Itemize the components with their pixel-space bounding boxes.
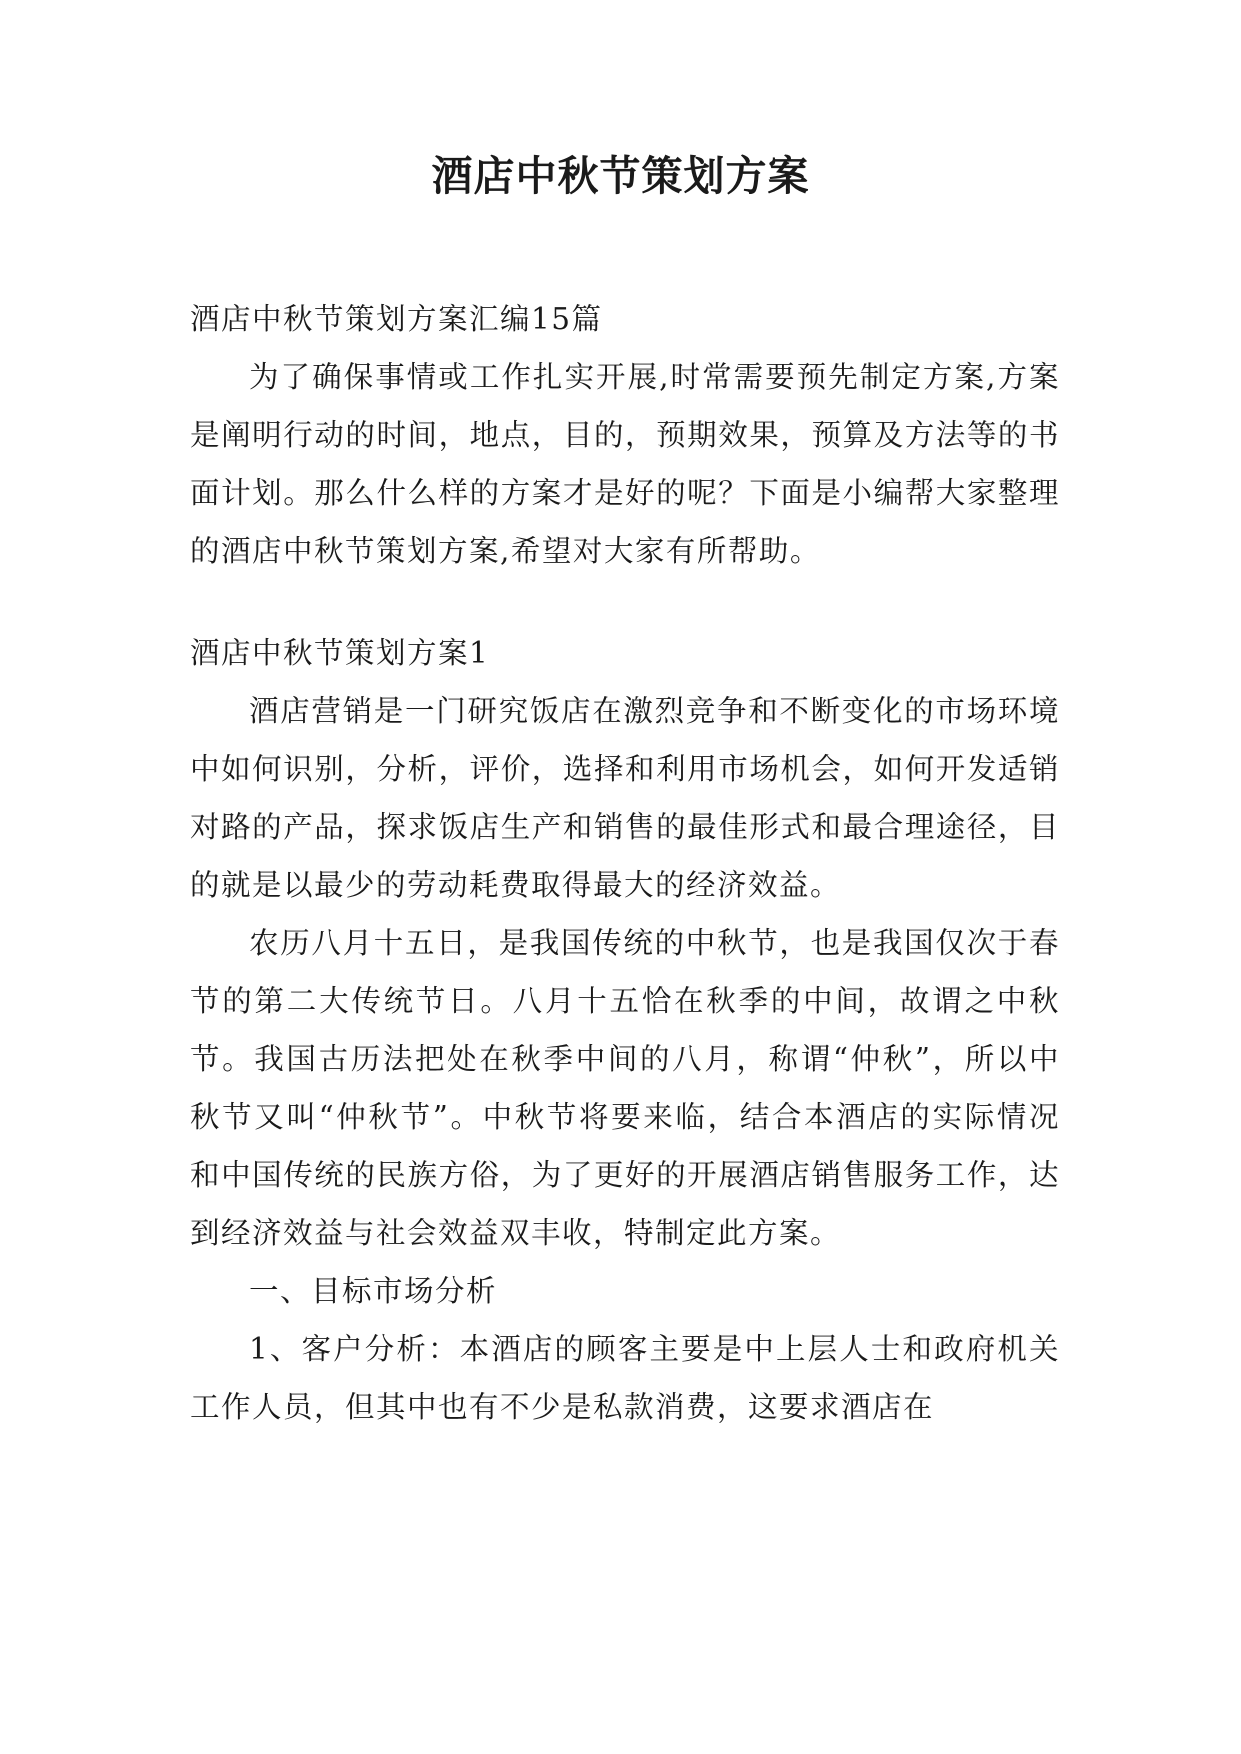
section1-heading: 酒店中秋节策划方案1 (190, 636, 490, 670)
subsection-heading: 一、目标市场分析 (249, 1274, 498, 1308)
document-body (190, 290, 1060, 1436)
intro-paragraph: 为了确保事情或工作扎实开展,时常需要预先制定方案,方案是阐明行动的时间，地点，目的，预期效果，预算及方法等的书面计划。那么什么样的方案才是好的呢？下面是小编帮大家整理的酒店中秋节策划方案,希望对大家有所帮助。 (190, 360, 1060, 568)
subsection-paragraph-1: 1、客户分析：本酒店的顾客主要是中上层人士和政府机关工作人员，但其中也有不少是私款消费，这要求酒店在 (190, 1332, 1060, 1424)
section-spacer (190, 580, 1060, 624)
section1-paragraph-2: 农历八月十五日，是我国传统的中秋节，也是我国仅次于春节的第二大传统节日。八月十五恰在秋季的中间，故谓之中秋节。我国古历法把处在秋季中间的八月，称谓“仲秋”，所以中秋节又叫“仲秋节”。中秋节将要来临，结合本酒店的实际情况和中国传统的民族方俗，为了更好的开展酒店销售服务工作，达到经济效益与社会效益双丰收，特制定此方案。 (190, 926, 1060, 1250)
document-title: 酒店中秋节策划方案 (431, 152, 810, 200)
collection-heading: 酒店中秋节策划方案汇编15篇 (190, 302, 603, 336)
section1-paragraph-1: 酒店营销是一门研究饭店在激烈竞争和不断变化的市场环境中如何识别，分析，评价，选择和利用市场机会，如何开发适销对路的产品，探求饭店生产和销售的最佳形式和最合理途径，目的就是以最少的劳动耗费取得最大的经济效益。 (190, 694, 1060, 902)
